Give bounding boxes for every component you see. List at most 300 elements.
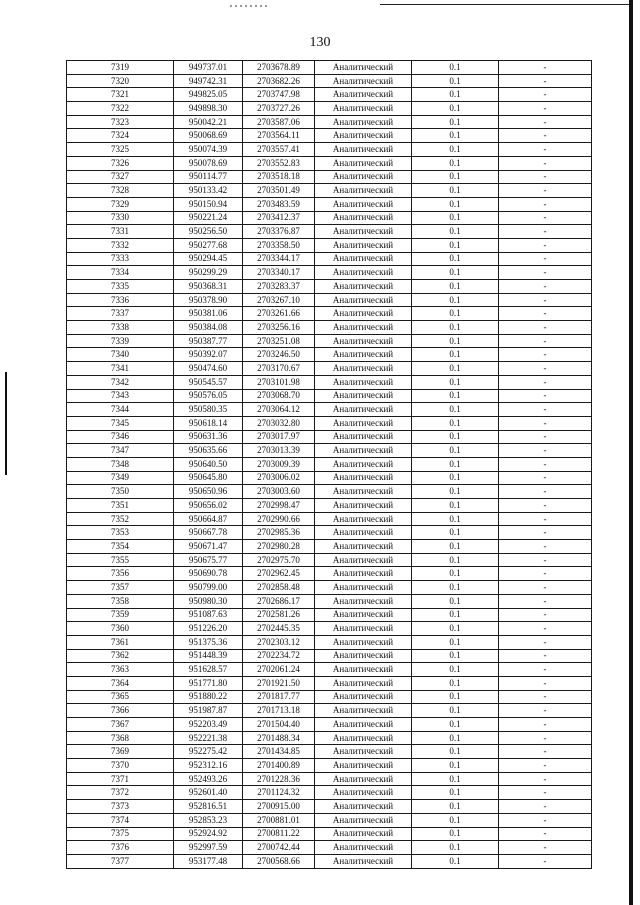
x-coordinate-cell: 951880.22 — [174, 690, 243, 704]
x-coordinate-cell: 950631.36 — [174, 430, 243, 444]
accuracy-cell: 0.1 — [412, 197, 499, 211]
accuracy-cell: 0.1 — [412, 813, 499, 827]
x-coordinate-cell: 952221.38 — [174, 731, 243, 745]
accuracy-cell: 0.1 — [412, 362, 499, 376]
point-number-cell: 7336 — [67, 293, 174, 307]
x-coordinate-cell: 952493.26 — [174, 772, 243, 786]
accuracy-cell: 0.1 — [412, 143, 499, 157]
accuracy-cell: 0.1 — [412, 581, 499, 595]
accuracy-cell: 0.1 — [412, 252, 499, 266]
table-row — [67, 827, 592, 841]
description-cell: - — [499, 74, 592, 88]
accuracy-cell: 0.1 — [412, 553, 499, 567]
point-number-cell: 7374 — [67, 813, 174, 827]
table-row — [67, 170, 592, 184]
description-cell: - — [499, 745, 592, 759]
method-cell: Аналитический — [315, 444, 412, 458]
x-coordinate-cell: 952312.16 — [174, 759, 243, 773]
method-cell: Аналитический — [315, 608, 412, 622]
method-cell: Аналитический — [315, 115, 412, 129]
description-cell: - — [499, 786, 592, 800]
point-number-cell: 7332 — [67, 238, 174, 252]
point-number-cell: 7345 — [67, 416, 174, 430]
y-coordinate-cell: 2701713.18 — [243, 704, 315, 718]
y-coordinate-cell: 2703101.98 — [243, 375, 315, 389]
accuracy-cell: 0.1 — [412, 567, 499, 581]
point-number-cell: 7350 — [67, 485, 174, 499]
x-coordinate-cell: 950618.14 — [174, 416, 243, 430]
y-coordinate-cell: 2703246.50 — [243, 348, 315, 362]
point-number-cell: 7327 — [67, 170, 174, 184]
x-coordinate-cell: 950645.80 — [174, 471, 243, 485]
description-cell: - — [499, 813, 592, 827]
x-coordinate-cell: 950656.02 — [174, 499, 243, 513]
y-coordinate-cell: 2703727.26 — [243, 102, 315, 116]
x-coordinate-cell: 952997.59 — [174, 841, 243, 855]
method-cell: Аналитический — [315, 170, 412, 184]
method-cell: Аналитический — [315, 786, 412, 800]
method-cell: Аналитический — [315, 841, 412, 855]
description-cell: - — [499, 156, 592, 170]
accuracy-cell: 0.1 — [412, 622, 499, 636]
y-coordinate-cell: 2703682.26 — [243, 74, 315, 88]
y-coordinate-cell: 2701488.34 — [243, 731, 315, 745]
method-cell: Аналитический — [315, 690, 412, 704]
description-cell: - — [499, 334, 592, 348]
x-coordinate-cell: 950545.57 — [174, 375, 243, 389]
method-cell: Аналитический — [315, 430, 412, 444]
y-coordinate-cell: 2703009.39 — [243, 457, 315, 471]
y-coordinate-cell: 2703518.18 — [243, 170, 315, 184]
table-row — [67, 704, 592, 718]
x-coordinate-cell: 950799.00 — [174, 581, 243, 595]
accuracy-cell: 0.1 — [412, 403, 499, 417]
description-cell: - — [499, 143, 592, 157]
point-number-cell: 7342 — [67, 375, 174, 389]
y-coordinate-cell: 2703064.12 — [243, 403, 315, 417]
x-coordinate-cell: 950675.77 — [174, 553, 243, 567]
table-row — [67, 718, 592, 732]
point-number-cell: 7348 — [67, 457, 174, 471]
table-row — [67, 334, 592, 348]
table-row — [67, 690, 592, 704]
y-coordinate-cell: 2700742.44 — [243, 841, 315, 855]
method-cell: Аналитический — [315, 718, 412, 732]
accuracy-cell: 0.1 — [412, 115, 499, 129]
y-coordinate-cell: 2703032.80 — [243, 416, 315, 430]
accuracy-cell: 0.1 — [412, 772, 499, 786]
table-row — [67, 225, 592, 239]
point-number-cell: 7321 — [67, 88, 174, 102]
accuracy-cell: 0.1 — [412, 170, 499, 184]
description-cell: - — [499, 608, 592, 622]
table-row — [67, 321, 592, 335]
description-cell: - — [499, 348, 592, 362]
table-row — [67, 362, 592, 376]
method-cell: Аналитический — [315, 252, 412, 266]
point-number-cell: 7349 — [67, 471, 174, 485]
x-coordinate-cell: 950576.05 — [174, 389, 243, 403]
x-coordinate-cell: 949737.01 — [174, 61, 243, 75]
point-number-cell: 7346 — [67, 430, 174, 444]
accuracy-cell: 0.1 — [412, 416, 499, 430]
x-coordinate-cell: 950378.90 — [174, 293, 243, 307]
accuracy-cell: 0.1 — [412, 444, 499, 458]
y-coordinate-cell: 2703251.08 — [243, 334, 315, 348]
accuracy-cell: 0.1 — [412, 293, 499, 307]
accuracy-cell: 0.1 — [412, 225, 499, 239]
accuracy-cell: 0.1 — [412, 184, 499, 198]
description-cell: - — [499, 759, 592, 773]
description-cell: - — [499, 800, 592, 814]
point-number-cell: 7356 — [67, 567, 174, 581]
description-cell: - — [499, 540, 592, 554]
y-coordinate-cell: 2702980.28 — [243, 540, 315, 554]
method-cell: Аналитический — [315, 389, 412, 403]
accuracy-cell: 0.1 — [412, 704, 499, 718]
accuracy-cell: 0.1 — [412, 800, 499, 814]
top-rule — [380, 4, 630, 5]
description-cell: - — [499, 649, 592, 663]
accuracy-cell: 0.1 — [412, 280, 499, 294]
table-row — [67, 416, 592, 430]
method-cell: Аналитический — [315, 457, 412, 471]
table-row — [67, 389, 592, 403]
x-coordinate-cell: 950650.96 — [174, 485, 243, 499]
point-number-cell: 7357 — [67, 581, 174, 595]
y-coordinate-cell: 2703261.66 — [243, 307, 315, 321]
x-coordinate-cell: 950068.69 — [174, 129, 243, 143]
method-cell: Аналитический — [315, 307, 412, 321]
point-number-cell: 7319 — [67, 61, 174, 75]
table-row — [67, 622, 592, 636]
table-row — [67, 403, 592, 417]
method-cell: Аналитический — [315, 280, 412, 294]
accuracy-cell: 0.1 — [412, 238, 499, 252]
y-coordinate-cell: 2703006.02 — [243, 471, 315, 485]
method-cell: Аналитический — [315, 88, 412, 102]
method-cell: Аналитический — [315, 375, 412, 389]
y-coordinate-cell: 2703678.89 — [243, 61, 315, 75]
x-coordinate-cell: 953177.48 — [174, 854, 243, 868]
method-cell: Аналитический — [315, 471, 412, 485]
method-cell: Аналитический — [315, 184, 412, 198]
table-row — [67, 457, 592, 471]
method-cell: Аналитический — [315, 102, 412, 116]
table-body — [67, 61, 592, 869]
y-coordinate-cell: 2701228.36 — [243, 772, 315, 786]
method-cell: Аналитический — [315, 512, 412, 526]
y-coordinate-cell: 2703283.37 — [243, 280, 315, 294]
table-row — [67, 581, 592, 595]
y-coordinate-cell: 2702686.17 — [243, 594, 315, 608]
accuracy-cell: 0.1 — [412, 334, 499, 348]
y-coordinate-cell: 2702858.48 — [243, 581, 315, 595]
description-cell: - — [499, 252, 592, 266]
point-number-cell: 7326 — [67, 156, 174, 170]
description-cell: - — [499, 170, 592, 184]
method-cell: Аналитический — [315, 635, 412, 649]
description-cell: - — [499, 526, 592, 540]
accuracy-cell: 0.1 — [412, 211, 499, 225]
accuracy-cell: 0.1 — [412, 471, 499, 485]
y-coordinate-cell: 2703017.97 — [243, 430, 315, 444]
accuracy-cell: 0.1 — [412, 102, 499, 116]
y-coordinate-cell: 2703013.39 — [243, 444, 315, 458]
table-row — [67, 772, 592, 786]
y-coordinate-cell: 2701817.77 — [243, 690, 315, 704]
point-number-cell: 7334 — [67, 266, 174, 280]
x-coordinate-cell: 950256.50 — [174, 225, 243, 239]
table-row — [67, 444, 592, 458]
table-row — [67, 115, 592, 129]
point-number-cell: 7351 — [67, 499, 174, 513]
table-row — [67, 854, 592, 868]
y-coordinate-cell: 2701504.40 — [243, 718, 315, 732]
description-cell: - — [499, 663, 592, 677]
accuracy-cell: 0.1 — [412, 389, 499, 403]
table-row — [67, 485, 592, 499]
y-coordinate-cell: 2701400.89 — [243, 759, 315, 773]
point-number-cell: 7367 — [67, 718, 174, 732]
point-number-cell: 7325 — [67, 143, 174, 157]
point-number-cell: 7371 — [67, 772, 174, 786]
method-cell: Аналитический — [315, 238, 412, 252]
description-cell: - — [499, 567, 592, 581]
table-row — [67, 526, 592, 540]
x-coordinate-cell: 949742.31 — [174, 74, 243, 88]
y-coordinate-cell: 2703501.49 — [243, 184, 315, 198]
y-coordinate-cell: 2700568.66 — [243, 854, 315, 868]
description-cell: - — [499, 499, 592, 513]
description-cell: - — [499, 854, 592, 868]
table-row — [67, 553, 592, 567]
description-cell: - — [499, 197, 592, 211]
x-coordinate-cell: 950150.94 — [174, 197, 243, 211]
point-number-cell: 7337 — [67, 307, 174, 321]
y-coordinate-cell: 2703068.70 — [243, 389, 315, 403]
accuracy-cell: 0.1 — [412, 321, 499, 335]
method-cell: Аналитический — [315, 800, 412, 814]
point-number-cell: 7339 — [67, 334, 174, 348]
point-number-cell: 7361 — [67, 635, 174, 649]
table-row — [67, 238, 592, 252]
description-cell: - — [499, 471, 592, 485]
accuracy-cell: 0.1 — [412, 594, 499, 608]
x-coordinate-cell: 950133.42 — [174, 184, 243, 198]
y-coordinate-cell: 2703340.17 — [243, 266, 315, 280]
point-number-cell: 7343 — [67, 389, 174, 403]
accuracy-cell: 0.1 — [412, 854, 499, 868]
x-coordinate-cell: 952816.51 — [174, 800, 243, 814]
y-coordinate-cell: 2701434.85 — [243, 745, 315, 759]
accuracy-cell: 0.1 — [412, 759, 499, 773]
y-coordinate-cell: 2703483.59 — [243, 197, 315, 211]
accuracy-cell: 0.1 — [412, 608, 499, 622]
y-coordinate-cell: 2703358.50 — [243, 238, 315, 252]
x-coordinate-cell: 950277.68 — [174, 238, 243, 252]
point-number-cell: 7376 — [67, 841, 174, 855]
table-row — [67, 156, 592, 170]
description-cell: - — [499, 280, 592, 294]
point-number-cell: 7353 — [67, 526, 174, 540]
x-coordinate-cell: 950671.47 — [174, 540, 243, 554]
scan-artifact — [230, 5, 270, 7]
accuracy-cell: 0.1 — [412, 663, 499, 677]
y-coordinate-cell: 2703256.16 — [243, 321, 315, 335]
description-cell: - — [499, 594, 592, 608]
table-row — [67, 348, 592, 362]
y-coordinate-cell: 2703557.41 — [243, 143, 315, 157]
table-row — [67, 512, 592, 526]
point-number-cell: 7364 — [67, 676, 174, 690]
method-cell: Аналитический — [315, 74, 412, 88]
description-cell: - — [499, 553, 592, 567]
y-coordinate-cell: 2703003.60 — [243, 485, 315, 499]
description-cell: - — [499, 225, 592, 239]
x-coordinate-cell: 950078.69 — [174, 156, 243, 170]
accuracy-cell: 0.1 — [412, 156, 499, 170]
x-coordinate-cell: 952601.40 — [174, 786, 243, 800]
x-coordinate-cell: 951226.20 — [174, 622, 243, 636]
x-coordinate-cell: 950635.66 — [174, 444, 243, 458]
accuracy-cell: 0.1 — [412, 61, 499, 75]
y-coordinate-cell: 2703344.17 — [243, 252, 315, 266]
table-row — [67, 266, 592, 280]
accuracy-cell: 0.1 — [412, 348, 499, 362]
point-number-cell: 7369 — [67, 745, 174, 759]
table-row — [67, 800, 592, 814]
description-cell: - — [499, 622, 592, 636]
x-coordinate-cell: 950580.35 — [174, 403, 243, 417]
table-row — [67, 594, 592, 608]
method-cell: Аналитический — [315, 403, 412, 417]
description-cell: - — [499, 293, 592, 307]
x-coordinate-cell: 950221.24 — [174, 211, 243, 225]
table-row — [67, 61, 592, 75]
description-cell: - — [499, 61, 592, 75]
table-row — [67, 676, 592, 690]
method-cell: Аналитический — [315, 156, 412, 170]
accuracy-cell: 0.1 — [412, 375, 499, 389]
x-coordinate-cell: 952275.42 — [174, 745, 243, 759]
x-coordinate-cell: 952924.92 — [174, 827, 243, 841]
table-row — [67, 307, 592, 321]
x-coordinate-cell: 950074.39 — [174, 143, 243, 157]
table-row — [67, 567, 592, 581]
description-cell: - — [499, 416, 592, 430]
description-cell: - — [499, 704, 592, 718]
accuracy-cell: 0.1 — [412, 635, 499, 649]
x-coordinate-cell: 950294.45 — [174, 252, 243, 266]
point-number-cell: 7331 — [67, 225, 174, 239]
x-coordinate-cell: 950368.31 — [174, 280, 243, 294]
point-number-cell: 7335 — [67, 280, 174, 294]
method-cell: Аналитический — [315, 540, 412, 554]
x-coordinate-cell: 951375.36 — [174, 635, 243, 649]
description-cell: - — [499, 321, 592, 335]
method-cell: Аналитический — [315, 649, 412, 663]
y-coordinate-cell: 2703564.11 — [243, 129, 315, 143]
method-cell: Аналитический — [315, 416, 412, 430]
description-cell: - — [499, 731, 592, 745]
accuracy-cell: 0.1 — [412, 457, 499, 471]
description-cell: - — [499, 485, 592, 499]
method-cell: Аналитический — [315, 61, 412, 75]
description-cell: - — [499, 238, 592, 252]
table-row — [67, 74, 592, 88]
point-number-cell: 7322 — [67, 102, 174, 116]
y-coordinate-cell: 2703552.83 — [243, 156, 315, 170]
method-cell: Аналитический — [315, 143, 412, 157]
table-row — [67, 430, 592, 444]
point-number-cell: 7370 — [67, 759, 174, 773]
x-coordinate-cell: 950387.77 — [174, 334, 243, 348]
x-coordinate-cell: 951771.80 — [174, 676, 243, 690]
method-cell: Аналитический — [315, 348, 412, 362]
y-coordinate-cell: 2703412.37 — [243, 211, 315, 225]
point-number-cell: 7372 — [67, 786, 174, 800]
method-cell: Аналитический — [315, 745, 412, 759]
description-cell: - — [499, 115, 592, 129]
y-coordinate-cell: 2702985.36 — [243, 526, 315, 540]
table-row — [67, 88, 592, 102]
point-number-cell: 7340 — [67, 348, 174, 362]
y-coordinate-cell: 2701124.32 — [243, 786, 315, 800]
method-cell: Аналитический — [315, 321, 412, 335]
table-row — [67, 649, 592, 663]
table-row — [67, 608, 592, 622]
accuracy-cell: 0.1 — [412, 786, 499, 800]
method-cell: Аналитический — [315, 334, 412, 348]
accuracy-cell: 0.1 — [412, 827, 499, 841]
method-cell: Аналитический — [315, 499, 412, 513]
table-row — [67, 280, 592, 294]
point-number-cell: 7341 — [67, 362, 174, 376]
x-coordinate-cell: 951087.63 — [174, 608, 243, 622]
table-row — [67, 841, 592, 855]
description-cell: - — [499, 362, 592, 376]
y-coordinate-cell: 2702061.24 — [243, 663, 315, 677]
point-number-cell: 7377 — [67, 854, 174, 868]
description-cell: - — [499, 375, 592, 389]
description-cell: - — [499, 444, 592, 458]
accuracy-cell: 0.1 — [412, 649, 499, 663]
method-cell: Аналитический — [315, 759, 412, 773]
table-row — [67, 252, 592, 266]
description-cell: - — [499, 690, 592, 704]
x-coordinate-cell: 951448.39 — [174, 649, 243, 663]
x-coordinate-cell: 950664.87 — [174, 512, 243, 526]
description-cell: - — [499, 841, 592, 855]
description-cell: - — [499, 430, 592, 444]
table-row — [67, 197, 592, 211]
table-row — [67, 211, 592, 225]
point-number-cell: 7359 — [67, 608, 174, 622]
point-number-cell: 7324 — [67, 129, 174, 143]
method-cell: Аналитический — [315, 553, 412, 567]
method-cell: Аналитический — [315, 827, 412, 841]
table-row — [67, 143, 592, 157]
accuracy-cell: 0.1 — [412, 718, 499, 732]
method-cell: Аналитический — [315, 197, 412, 211]
point-number-cell: 7328 — [67, 184, 174, 198]
table-row — [67, 184, 592, 198]
x-coordinate-cell: 950114.77 — [174, 170, 243, 184]
method-cell: Аналитический — [315, 225, 412, 239]
y-coordinate-cell: 2702234.72 — [243, 649, 315, 663]
description-cell: - — [499, 389, 592, 403]
